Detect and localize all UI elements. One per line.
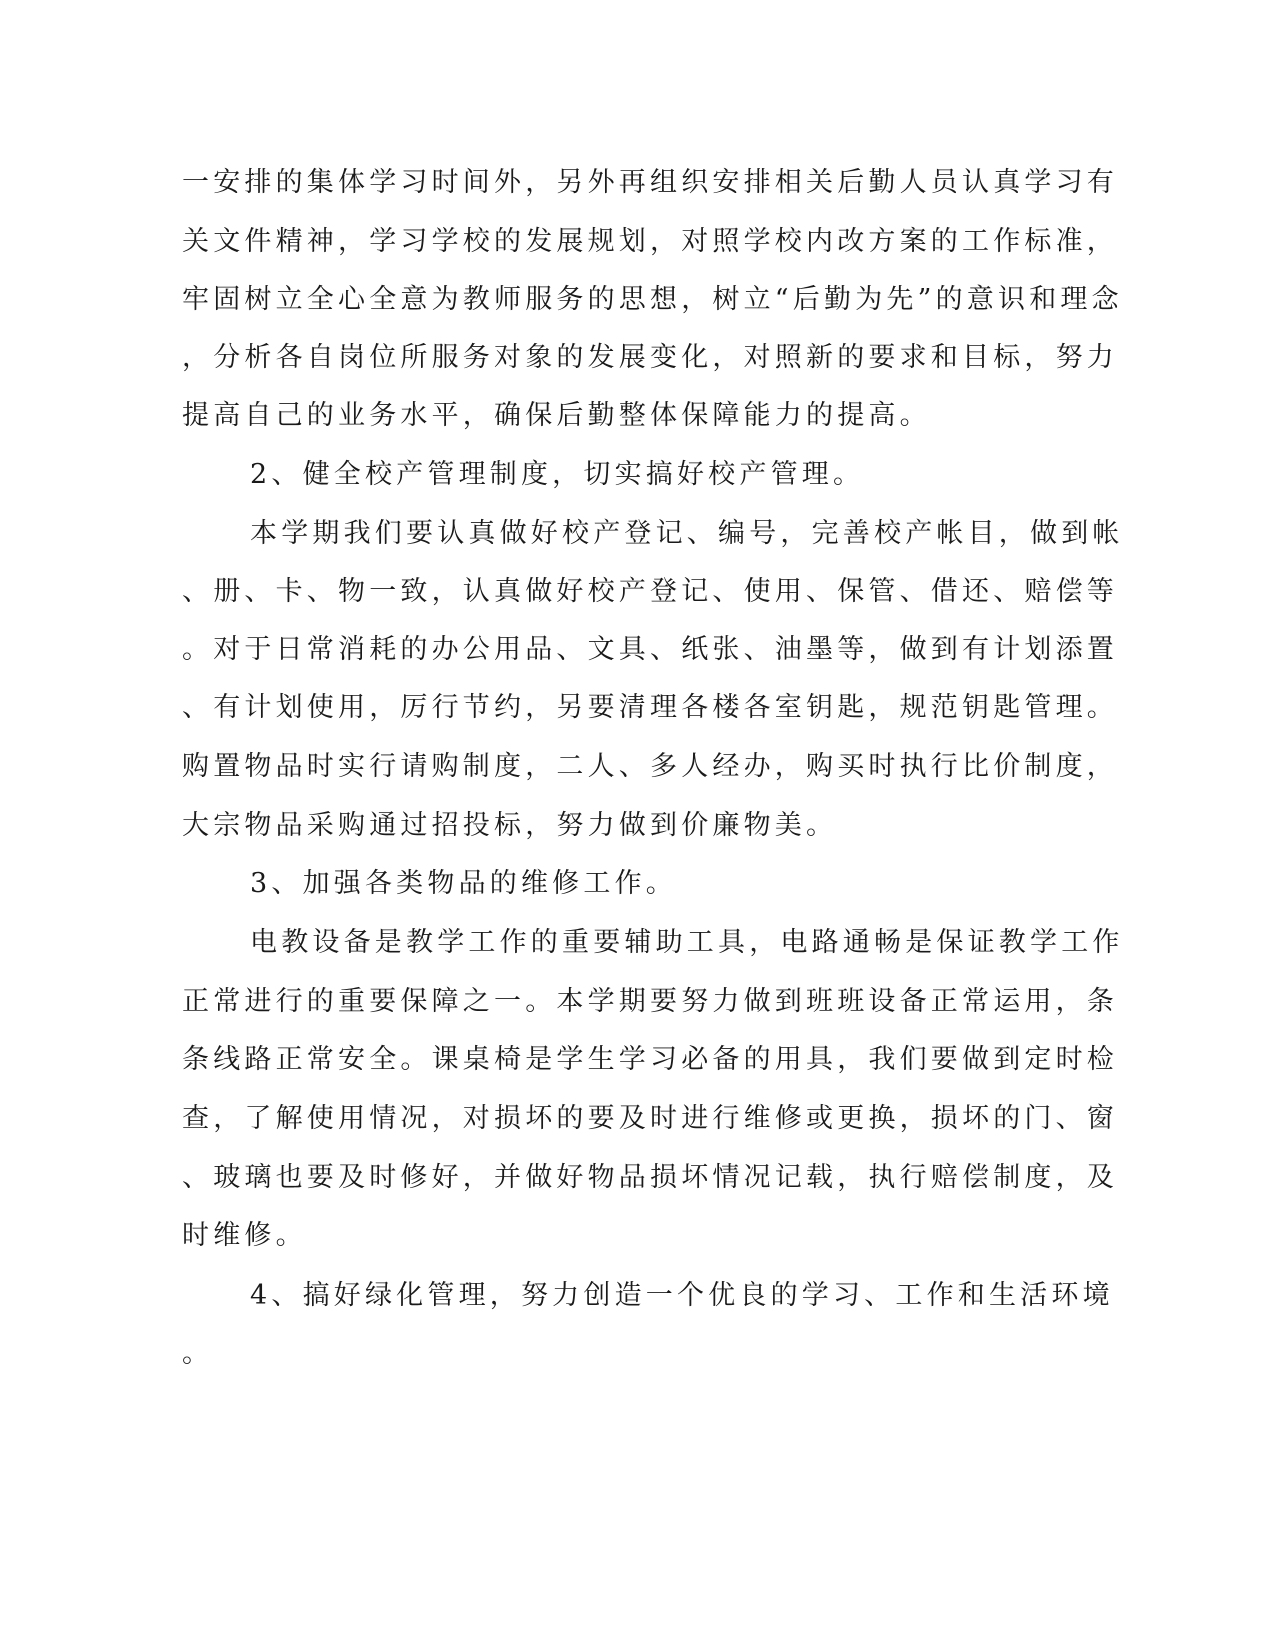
text-line-9: 。对于日常消耗的办公用品、文具、纸张、油墨等，做到有计划添置	[182, 634, 1118, 665]
text-line-15: 正常进行的重要保障之一。本学期要努力做到班班设备正常运用，条	[182, 986, 1118, 1017]
text-line-12: 大宗物品采购通过招投标，努力做到价廉物美。	[182, 810, 838, 841]
text-line-16: 条线路正常安全。课桌椅是学生学习必备的用具，我们要做到定时检	[182, 1044, 1118, 1075]
text-line-7: 本学期我们要认真做好校产登记、编号，完善校产帐目，做到帐	[250, 518, 1124, 549]
text-line-2: 关文件精神，学习学校的发展规划，对照学校内改方案的工作标准，	[182, 226, 1118, 257]
text-line-3: 牢固树立全心全意为教师服务的思想，树立“后勤为先”的意识和理念	[182, 284, 1123, 315]
text-line-10: 、有计划使用，厉行节约，另要清理各楼各室钥匙，规范钥匙管理。	[182, 692, 1118, 723]
text-line-21: 。	[182, 1338, 214, 1369]
text-line-4: ，分析各自岗位所服务对象的发展变化，对照新的要求和目标，努力	[182, 342, 1118, 373]
text-line-17: 查，了解使用情况，对损坏的要及时进行维修或更换，损坏的门、窗	[182, 1103, 1118, 1134]
text-line-1: 一安排的集体学习时间外，另外再组织安排相关后勤人员认真学习有	[182, 167, 1118, 198]
text-line-11: 购置物品时实行请购制度，二人、多人经办，购买时执行比价制度，	[182, 751, 1118, 782]
text-line-5: 提高自己的业务水平，确保后勤整体保障能力的提高。	[182, 400, 931, 431]
text-line-8: 、册、卡、物一致，认真做好校产登记、使用、保管、借还、赔偿等	[182, 576, 1118, 607]
section-heading-3: 3、加强各类物品的维修工作。	[250, 868, 677, 899]
text-line-14: 电教设备是教学工作的重要辅助工具，电路通畅是保证教学工作	[250, 927, 1124, 958]
section-heading-4: 4、搞好绿化管理，努力创造一个优良的学习、工作和生活环境	[250, 1280, 1114, 1311]
section-heading-2: 2、健全校产管理制度，切实搞好校产管理。	[250, 459, 865, 490]
text-line-18: 、玻璃也要及时修好，并做好物品损坏情况记载，执行赔偿制度，及	[182, 1162, 1118, 1193]
text-line-19: 时维修。	[182, 1220, 307, 1251]
